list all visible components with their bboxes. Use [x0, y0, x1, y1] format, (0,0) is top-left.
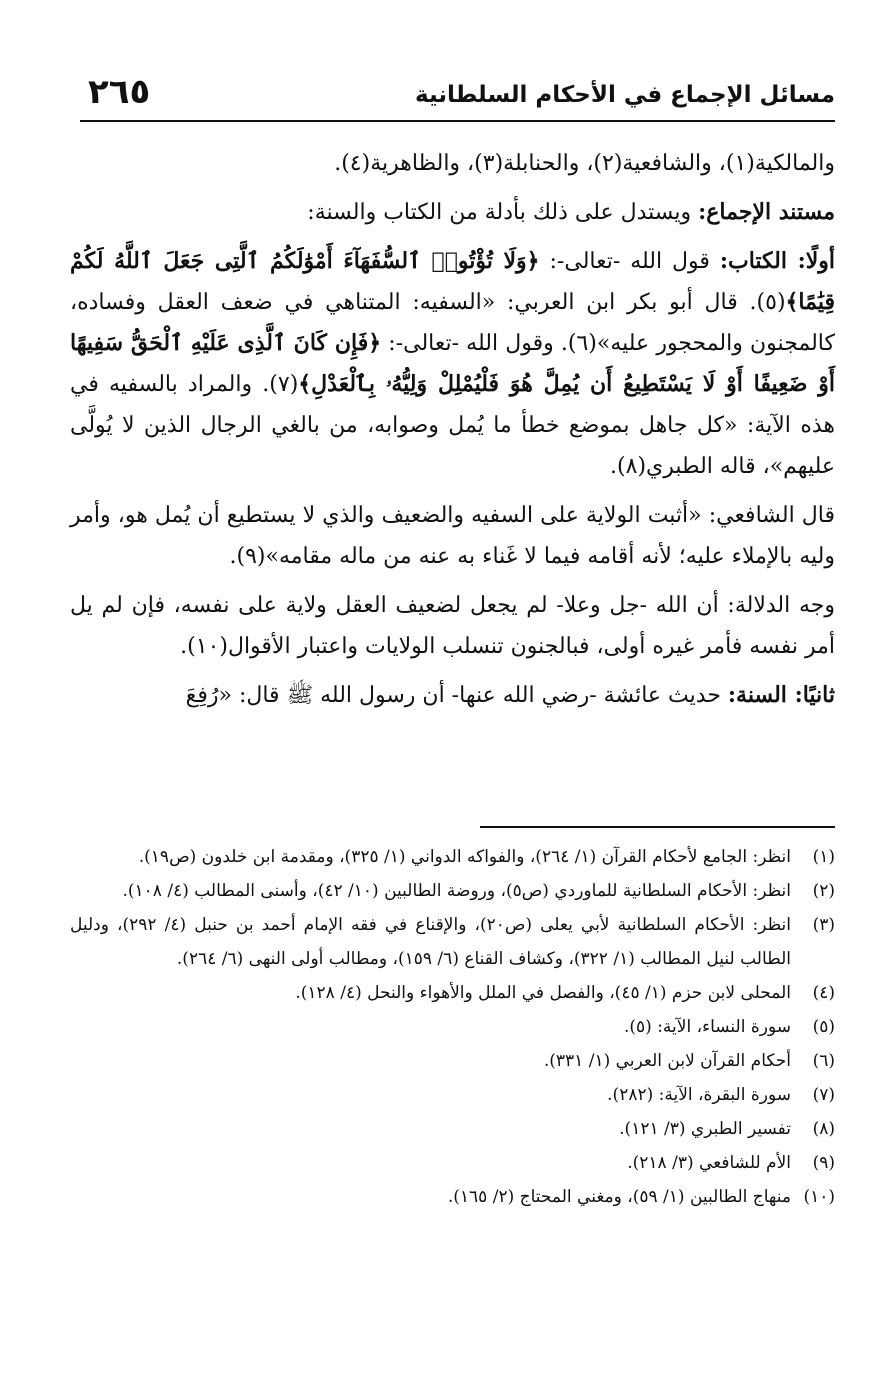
footnote-number: (٥)	[812, 1017, 835, 1037]
footnote-divider	[480, 826, 835, 828]
footnote-item	[70, 908, 835, 976]
paragraph-inference: وجه الدلالة: أن الله -جل وعلا- لم يجعل لضعيف العقل ولاية على نفسه، فإن لم يل أمر نفسه فأمر غيره أولى، فبالجنون تنسلب الولايات واعتبار الأقوال(١٠).	[70, 593, 835, 659]
footnote-text: انظر: الأحكام السلطانية لأبي يعلى (ص٢٠)، والإقناع في فقه الإمام أحمد بن حنبل (٤/ ٢٩٢)، ودليل الطالب لنيل المطالب (١/ ٣٢٢)، وكشاف القناع (٦/ ١٥٩)، ومطالب أولى النهى (٦/ ٢٦٤).	[70, 915, 792, 969]
quran-verse-nisa: ﴿وَلَا تُؤْتُوا۟ ٱلسُّفَهَآءَ أَمْوَٰلَكُمُ ٱلَّتِى جَعَلَ ٱللَّهُ لَكُمْ قِيَٰمًا﴾	[70, 248, 835, 315]
footnote-item	[70, 1010, 835, 1044]
main-text	[70, 143, 835, 724]
ibn-arabi-quote: (٥). قال أبو بكر ابن العربي: «السفيه: المتناهي في ضعف العقل وفساده، كالمجنون والمحجور عليه»(٦). وقول الله -تعالى-:	[70, 290, 835, 356]
footnote-text: أحكام القرآن لابن العربي (١/ ٣٣١).	[543, 1051, 791, 1071]
tabari-quote: (٧). والمراد بالسفيه في هذه الآية: «كل جاهل بموضع خطأ ما يُمل وصوابه، من بالغي الرجال الذين لا يُولَّى عليهم»، قاله الطبري(٨).	[70, 372, 835, 479]
footnote-number: (٢)	[812, 881, 835, 901]
footnote-number: (٦)	[812, 1051, 835, 1071]
footnote-item	[70, 1078, 835, 1112]
footnote-item	[70, 840, 835, 874]
paragraph-basis	[70, 192, 835, 233]
footnote-text: تفسير الطبري (٣/ ١٢١).	[619, 1119, 791, 1139]
footnote-text: سورة البقرة، الآية: (٢٨٢).	[607, 1085, 791, 1105]
footnote-number: (١٠)	[803, 1187, 835, 1207]
page-number: ٢٦٥	[88, 72, 151, 112]
basis-text: ويستدل على ذلك بأدلة من الكتاب والسنة:	[307, 200, 699, 225]
footnote-item	[70, 1044, 835, 1078]
quran-intro-text: قول الله -تعالى-:	[539, 249, 720, 274]
footnote-text: الأم للشافعي (٣/ ٢١٨).	[627, 1153, 791, 1173]
footnote-text: انظر: الجامع لأحكام القرآن (١/ ٢٦٤)، والفواكه الدواني (١/ ٣٢٥)، ومقدمة ابن خلدون (ص١٩).	[138, 847, 791, 867]
footnote-item	[70, 976, 835, 1010]
basis-label: مستند الإجماع:	[698, 199, 835, 225]
paragraph-quran-evidence	[70, 241, 835, 487]
sunnah-text: حديث عائشة -رضي الله عنها- أن رسول الله ﷺ قال: «رُفِعَ	[185, 683, 728, 708]
page-header	[80, 70, 835, 122]
footnote-number: (٣)	[812, 915, 835, 935]
quran-verse-baqara: ﴿فَإِن كَانَ ٱلَّذِى عَلَيْهِ ٱلْحَقُّ سَفِيهًا أَوْ ضَعِيفًا أَوْ لَا يَسْتَطِيعُ أَن يُمِلَّ هُوَ فَلْيُمْلِلْ وَلِيُّهُۥ بِٱلْعَدْلِ﴾	[70, 330, 835, 397]
footnote-item	[70, 1180, 835, 1214]
footnote-number: (٤)	[812, 983, 835, 1003]
paragraph-sunnah	[70, 675, 835, 716]
sunnah-label: ثانيًا: السنة:	[727, 682, 835, 708]
footnote-number: (١)	[812, 847, 835, 867]
running-title: مسائل الإجماع في الأحكام السلطانية	[415, 82, 835, 108]
footnote-item	[70, 874, 835, 908]
footnote-item	[70, 1146, 835, 1180]
footnote-text: سورة النساء، الآية: (٥).	[623, 1017, 791, 1037]
footnote-text: انظر: الأحكام السلطانية للماوردي (ص٥)، وروضة الطالبين (١٠/ ٤٢)، وأسنى المطالب (٤/ ١٠٨).	[122, 881, 791, 901]
footnote-text: المحلى لابن حزم (١/ ٤٥)، والفصل في الملل والأهواء والنحل (٤/ ١٢٨).	[295, 983, 791, 1003]
footnote-number: (٩)	[812, 1153, 835, 1173]
footnote-number: (٨)	[812, 1119, 835, 1139]
footnote-number: (٧)	[812, 1085, 835, 1105]
footnote-item	[70, 1112, 835, 1146]
quran-evidence-label: أولًا: الكتاب:	[719, 248, 836, 274]
paragraph-shafii: قال الشافعي: «أثبت الولاية على السفيه والضعيف والذي لا يستطيع أن يُمل هو، وأمر وليه بالإملاء عليه؛ لأنه أقامه فيما لا غَناء به عنه من ماله مقامه»(٩).	[70, 503, 835, 569]
paragraph-schools: والمالكية(١)، والشافعية(٢)، والحنابلة(٣)، والظاهرية(٤).	[334, 151, 835, 176]
footnotes	[70, 840, 835, 1214]
footnote-text: منهاج الطالبين (١/ ٥٩)، ومغني المحتاج (٢/ ١٦٥).	[447, 1187, 791, 1207]
